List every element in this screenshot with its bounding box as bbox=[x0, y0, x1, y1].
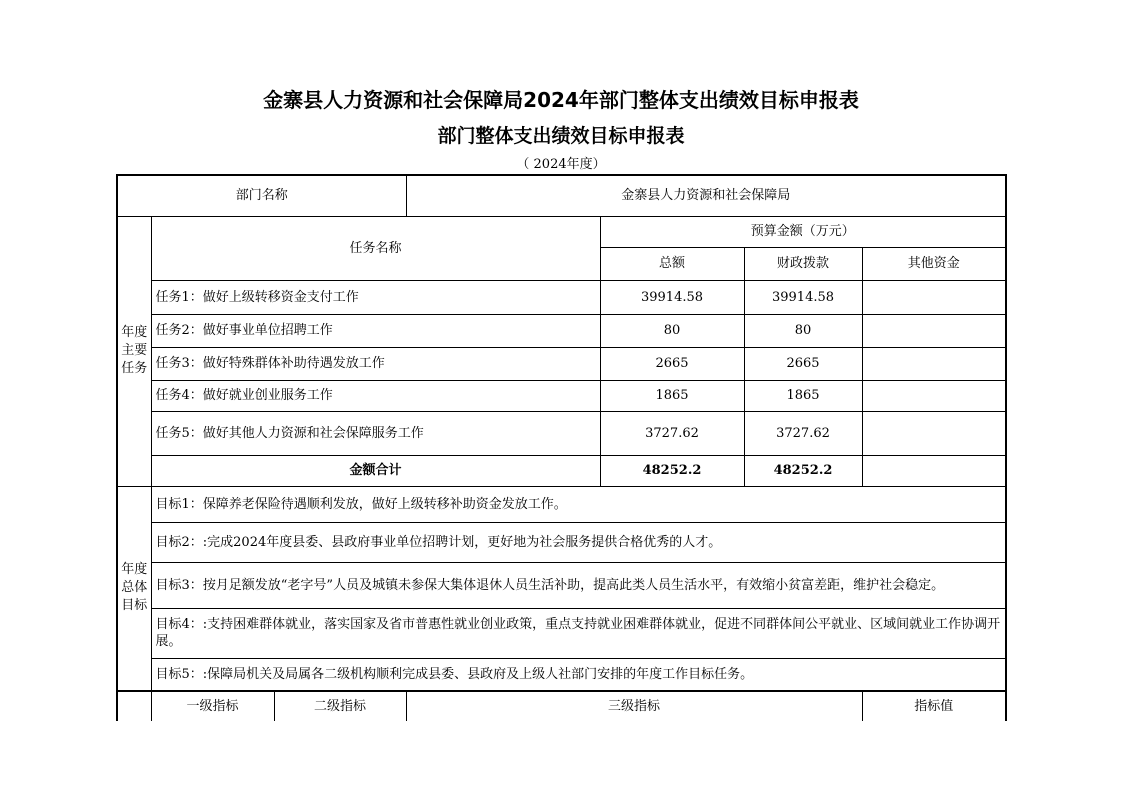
task-total: 1865 bbox=[600, 380, 744, 411]
task-other bbox=[862, 280, 1006, 314]
dept-row bbox=[117, 175, 1006, 216]
task-fiscal: 1865 bbox=[744, 380, 862, 411]
col-total-header: 总额 bbox=[600, 247, 744, 280]
task-total: 3727.62 bbox=[600, 411, 744, 455]
task-name: 任务4：做好就业创业服务工作 bbox=[151, 380, 600, 411]
task-name: 任务3：做好特殊群体补助待遇发放工作 bbox=[151, 347, 600, 380]
goal-row bbox=[117, 486, 1006, 522]
task-row bbox=[117, 314, 1006, 347]
task-name-header: 任务名称 bbox=[151, 216, 600, 280]
task-other bbox=[862, 411, 1006, 455]
col-fiscal-header: 财政拨款 bbox=[744, 247, 862, 280]
task-total: 80 bbox=[600, 314, 744, 347]
indicator-level2-header: 二级指标 bbox=[274, 691, 406, 721]
indicator-level1-header: 一级指标 bbox=[151, 691, 274, 721]
goal-row bbox=[117, 522, 1006, 562]
sum-label: 金额合计 bbox=[151, 455, 600, 486]
indicator-header-row bbox=[117, 691, 1006, 721]
goal-item: 目标1：保障养老保险待遇顺利发放，做好上级转移补助资金发放工作。 bbox=[151, 486, 1006, 522]
task-fiscal: 80 bbox=[744, 314, 862, 347]
indicator-side-cell bbox=[117, 691, 151, 721]
task-row bbox=[117, 280, 1006, 314]
sum-other bbox=[862, 455, 1006, 486]
task-fiscal: 2665 bbox=[744, 347, 862, 380]
task-other bbox=[862, 314, 1006, 347]
task-row bbox=[117, 347, 1006, 380]
tasks-section-label: 年度主要任务 bbox=[117, 216, 151, 486]
indicator-level3-header: 三级指标 bbox=[406, 691, 862, 721]
task-fiscal: 39914.58 bbox=[744, 280, 862, 314]
year-note: （ 2024年度） bbox=[516, 157, 606, 172]
goal-row bbox=[117, 562, 1006, 608]
main-title: 金寨县人力资源和社会保障局2024年部门整体支出绩效目标申报表 bbox=[263, 88, 859, 112]
task-row bbox=[117, 380, 1006, 411]
goal-item: 目标2：:完成2024年度县委、县政府事业单位招聘计划，更好地为社会服务提供合格优秀的人才。 bbox=[151, 522, 1006, 562]
performance-table bbox=[116, 174, 1007, 721]
dept-value: 金寨县人力资源和社会保障局 bbox=[406, 175, 1006, 216]
task-fiscal: 3727.62 bbox=[744, 411, 862, 455]
task-name: 任务5：做好其他人力资源和社会保障服务工作 bbox=[151, 411, 600, 455]
task-header-row bbox=[117, 216, 1006, 247]
sum-row bbox=[117, 455, 1006, 486]
col-other-header: 其他资金 bbox=[862, 247, 1006, 280]
task-name: 任务1：做好上级转移资金支付工作 bbox=[151, 280, 600, 314]
goal-item: 目标4：:支持困难群体就业，落实国家及省市普惠性就业创业政策，重点支持就业困难群体就业，促进不同群体间公平就业、区域间就业工作协调开展。 bbox=[151, 608, 1006, 658]
indicator-value-header: 指标值 bbox=[862, 691, 1006, 721]
dept-label: 部门名称 bbox=[117, 175, 406, 216]
task-name: 任务2：做好事业单位招聘工作 bbox=[151, 314, 600, 347]
task-other bbox=[862, 380, 1006, 411]
goal-row bbox=[117, 658, 1006, 691]
task-total: 39914.58 bbox=[600, 280, 744, 314]
goals-section-label: 年度总体目标 bbox=[117, 486, 151, 691]
sum-fiscal: 48252.2 bbox=[744, 455, 862, 486]
task-row bbox=[117, 411, 1006, 455]
goal-item: 目标5：:保障局机关及局属各二级机构顺利完成县委、县政府及上级人社部门安排的年度工作目标任务。 bbox=[151, 658, 1006, 691]
sum-total: 48252.2 bbox=[600, 455, 744, 486]
budget-header: 预算金额（万元） bbox=[600, 216, 1006, 247]
task-other bbox=[862, 347, 1006, 380]
sub-title: 部门整体支出绩效目标申报表 bbox=[437, 125, 685, 147]
goal-row bbox=[117, 608, 1006, 658]
task-total: 2665 bbox=[600, 347, 744, 380]
goal-item: 目标3：按月足额发放“老字号”人员及城镇未参保大集体退休人员生活补助，提高此类人员生活水平，有效缩小贫富差距，维护社会稳定。 bbox=[151, 562, 1006, 608]
